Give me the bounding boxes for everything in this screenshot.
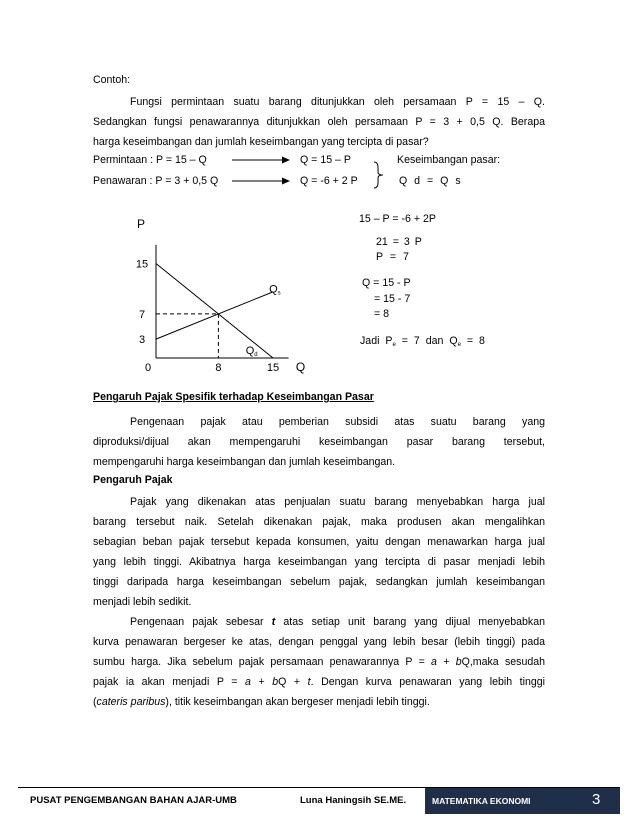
x-tick-label: 0	[144, 362, 152, 374]
para-line: menjadi lebih sedikit.	[93, 596, 192, 608]
para-line: tinggi daripada harga keseimbangan sebelum pajak, sedangkan jumlah keseimbangan	[93, 576, 545, 588]
footer-author: Luna Haningsih SE.ME.	[300, 795, 407, 806]
para-line: Pengenaan pajak atau pemberian subsidi atas suatu barang yang	[130, 416, 545, 428]
calc-result	[360, 335, 485, 348]
para-line: pajak ia akan menjadi P = a + bQ + t. Dengan kurva penawaran yang lebih tinggi	[93, 676, 545, 688]
intro-line: harga keseimbangan dan jumlah keseimbangan yang tercipta di pasar?	[93, 136, 429, 148]
para-line: (cateris paribus), titik keseimbangan akan bergeser menjadi lebih tinggi.	[93, 696, 430, 708]
para-line: Pengenaan pajak sebesar t atas setiap unit barang yang dijual menyebabkan	[130, 616, 545, 628]
sub-e: e	[392, 342, 396, 348]
intro-line: Fungsi permintaan suatu barang ditunjukkan oleh persamaan P = 15 – Q.	[130, 96, 545, 108]
demand-label: Permintaan : P = 15 – Q	[93, 154, 207, 166]
x-tick-label: 15	[266, 362, 280, 374]
x-tick-label: 8	[215, 362, 222, 374]
section-para3	[93, 612, 545, 712]
equilibrium-label: Keseimbangan pasar:	[397, 154, 501, 166]
footer-institution: PUSAT PENGEMBANGAN BAHAN AJAR-UMB	[30, 795, 237, 806]
calc-line: = 15 - 7	[374, 293, 411, 305]
series-label-qd: Qd	[245, 344, 258, 358]
calc-line: 21 = 3 P	[376, 236, 422, 248]
demand-equation: Q = 15 – P	[300, 154, 351, 166]
equilibrium-chart	[120, 210, 350, 380]
series-line-qs	[156, 292, 273, 339]
page-number: 3	[592, 791, 601, 808]
equilibrium-condition: Q d = Q s	[399, 175, 461, 187]
calc-line: P = 7	[376, 251, 409, 263]
intro-line: Sedangkan fungsi penawarannya ditunjukkan oleh persamaan P = 3 + 0,5 Q. Berapa	[93, 116, 545, 128]
para-line: kurva penawaran bergeser ke atas, dengan penggal yang lebih besar (lebih tinggi) pada	[93, 636, 545, 648]
result-mid: = 7 dan Q	[401, 335, 458, 347]
result-prefix: Jadi P	[360, 335, 393, 347]
para-line: Pajak yang dikenakan atas penjualan suatu barang menyebabkan harga jual	[130, 496, 545, 508]
series-line-qd	[156, 264, 273, 359]
tax-symbol: t	[271, 616, 276, 628]
supply-label: Penawaran : P = 3 + 0,5 Q	[93, 175, 219, 187]
result-suffix: = 8	[466, 335, 485, 347]
supply-equation: Q = -6 + 2 P	[300, 175, 358, 187]
section-para1	[93, 412, 545, 472]
calc-line: Q = 15 - P	[362, 277, 411, 289]
section-heading: Pengaruh Pajak Spesifik terhadap Keseimbangan Pasar	[93, 391, 374, 403]
y-tick-label: 15	[135, 258, 149, 271]
para-line: yang lebih tinggi. Akibatnya harga keseimbangan yang tercipta di pasar menjadi lebih	[93, 556, 545, 568]
y-tick-label: 3	[138, 334, 146, 347]
calc-line: = 8	[374, 308, 390, 320]
sub-e: e	[457, 342, 461, 348]
example-label: Contoh:	[93, 74, 131, 86]
subheading: Pengaruh Pajak	[93, 474, 173, 486]
section-para2	[93, 492, 545, 612]
series-label-qs: Qs	[269, 283, 281, 297]
para-line: sebagian beban pajak tersebut kepada konsumen, yaitu dengan menawarkan harga jual	[93, 536, 545, 548]
para-line: barang tersebut naik. Setelah dikenakan pajak, maka produsen akan mengalihkan	[93, 516, 545, 528]
calc-line: 15 – P = -6 + 2P	[359, 213, 436, 225]
y-axis-label: P	[136, 217, 146, 231]
y-tick-label: 7	[138, 308, 146, 321]
brace-graphic	[372, 160, 386, 190]
para-line: mempengaruhi harga keseimbangan dan jumlah keseimbangan.	[93, 456, 396, 468]
footer-course: MATEMATIKA EKONOMI	[432, 796, 531, 806]
arrows-graphic	[230, 152, 292, 192]
example-intro	[93, 92, 545, 152]
para-line: diproduksi/dijual akan mempengaruhi keseimbangan pasar barang tersebut,	[93, 436, 545, 448]
x-axis-label: Q	[295, 360, 306, 374]
para-line: sumbu harga. Jika sebelum pajak persamaan penawarannya P = a + bQ,maka sesudah	[93, 656, 546, 668]
